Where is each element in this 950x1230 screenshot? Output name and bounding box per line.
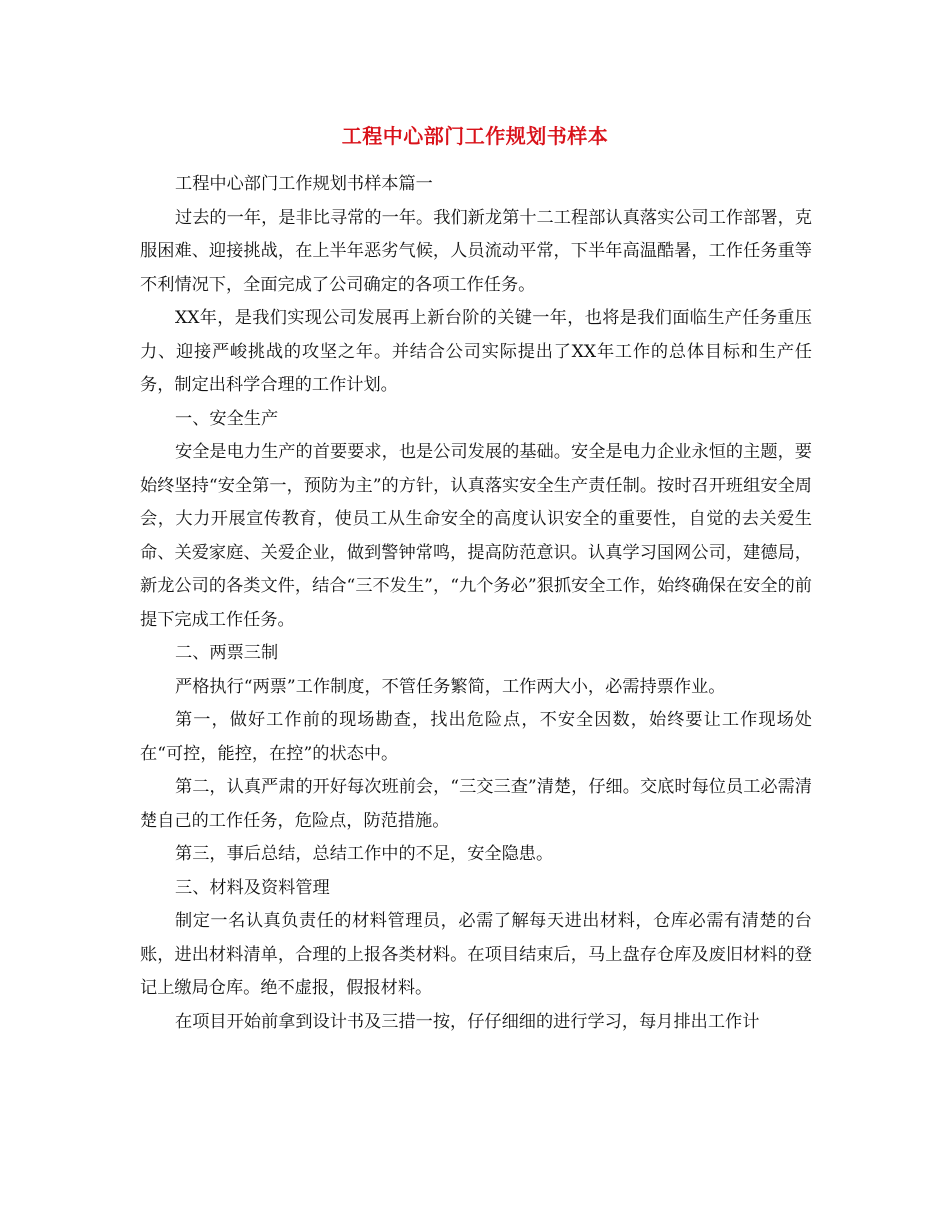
paragraph-subtitle: 工程中心部门工作规划书样本篇一 bbox=[175, 174, 433, 194]
paragraph: 制定一名认真负责任的材料管理员，必需了解每天进出材料，仓库必需有清楚的台账，进出材料清单，合理的上报各类材料。在项目结束后，马上盘存仓库及废旧材料的登记上缴局仓库。绝不虚报，假报材料。 bbox=[140, 911, 812, 998]
section-heading: 三、材料及资料管理 bbox=[175, 877, 330, 898]
paragraph: XX年，是我们实现公司发展再上新台阶的关键一年，也将是我们面临生产任务重压力、迎接严峻挑战的攻坚之年。并结合公司实际提出了XX年工作的总体目标和生产任务，制定出科学合理的工作计划。 bbox=[140, 308, 812, 395]
paragraph: 第三，事后总结，总结工作中的不足，安全隐患。 bbox=[175, 844, 554, 864]
paragraph: 安全是电力生产的首要要求，也是公司发展的基础。安全是电力企业永恒的主题，要始终坚持“安全第一，预防为主”的方针，认真落实安全生产责任制。按时召开班组安全周会，大力开展宣传教育，使员工从生命安全的高度认识安全的重要性，自觉的去关爱生命、关爱家庭、关爱企业，做到警钟常鸣，提高防范意识。认真学习国网公司，建德局，新龙公司的各类文件，结合“三不发生”，“九个务必”狠抓安全工作，始终确保在安全的前提下完成工作任务。 bbox=[140, 442, 812, 630]
document-body bbox=[140, 168, 812, 1039]
paragraph: 第二，认真严肃的开好每次班前会，“三交三查”清楚，仔细。交底时每位员工必需清楚自己的工作任务，危险点，防范措施。 bbox=[140, 777, 812, 831]
paragraph: 第一，做好工作前的现场勘查，找出危险点，不安全因数，始终要让工作现场处在“可控，能控，在控”的状态中。 bbox=[140, 710, 812, 764]
document-title: 工程中心部门工作规划书样本 bbox=[341, 124, 609, 148]
section-heading: 一、安全生产 bbox=[175, 408, 279, 429]
paragraph: 在项目开始前拿到设计书及三措一按，仔仔细细的进行学习，每月排出工作计 bbox=[175, 1011, 760, 1032]
paragraph: 严格执行“两票”工作制度，不管任务繁简，工作两大小，必需持票作业。 bbox=[175, 676, 726, 697]
paragraph: 过去的一年，是非比寻常的一年。我们新龙第十二工程部认真落实公司工作部署，克服困难、迎接挑战，在上半年恶劣气候，人员流动平常，下半年高温酷暑，工作任务重等不利情况下，全面完成了公司确定的各项工作任务。 bbox=[140, 207, 812, 295]
section-heading: 二、两票三制 bbox=[175, 643, 279, 663]
